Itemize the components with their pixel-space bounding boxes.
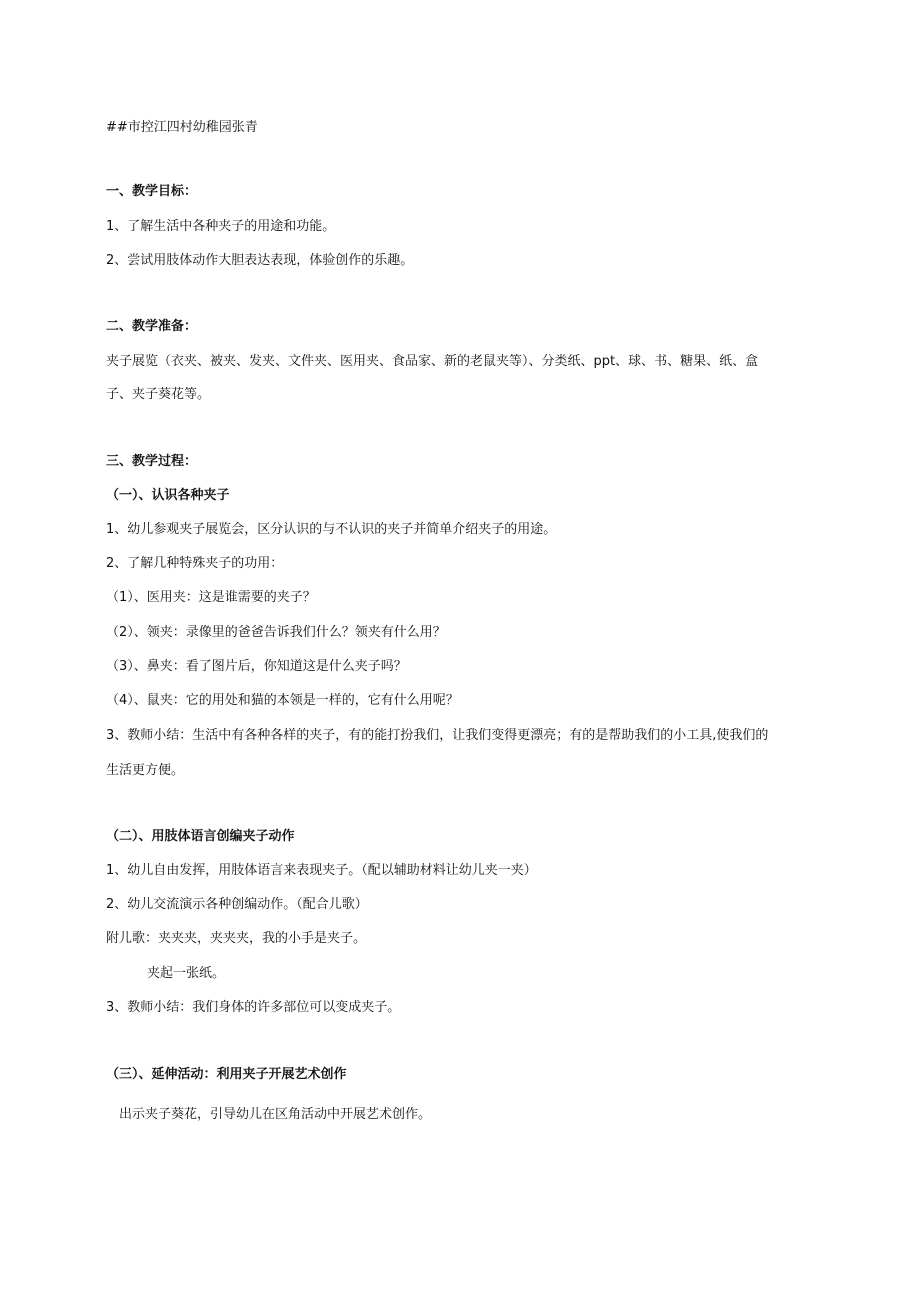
part2-item-4: 夹起一张纸。 bbox=[147, 966, 226, 981]
part3-heading: （三）、延伸活动：利用夹子开展艺术创作 bbox=[106, 1067, 347, 1082]
part1-item-3: （1）、医用夹：这是谁需要的夹子？ bbox=[106, 590, 316, 605]
section3-heading: 三、教学过程： bbox=[106, 454, 198, 469]
part1-item-5: （3）、鼻夹：看了图片后，你知道这是什么夹子吗？ bbox=[106, 659, 407, 674]
part1-item-6: （4）、鼠夹：它的用处和猫的本领是一样的，它有什么用呢？ bbox=[106, 693, 459, 708]
part2-heading: （二）、用肢体语言创编夹子动作 bbox=[106, 829, 295, 844]
part3-item-1: 出示夹子葵花，引导幼儿在区角活动中开展艺术创作。 bbox=[119, 1107, 432, 1122]
author-line: ##市控江四村幼稚园张青 bbox=[106, 120, 258, 135]
part1-item-4: （2）、领夹：录像里的爸爸告诉我们什么？领夹有什么用？ bbox=[106, 625, 446, 640]
part1-heading: （一）、认识各种夹子 bbox=[106, 488, 230, 503]
section2-heading: 二、教学准备： bbox=[106, 319, 198, 334]
section2-line-1: 夹子展览（衣夹、被夹、发夹、文件夹、医用夹、食品家、新的老鼠夹等）、分类纸、ppt、球、书、糖果、纸、盒 bbox=[106, 354, 759, 369]
section1-item-2: 2、尝试用肢体动作大胆表达表现，体验创作的乐趣。 bbox=[106, 253, 414, 268]
part2-item-3: 附儿歌：夹夹夹，夹夹夹，我的小手是夹子。 bbox=[106, 931, 367, 946]
part1-item-8: 生活更方便。 bbox=[106, 763, 185, 778]
section2-line-2: 子、夹子葵花等。 bbox=[106, 387, 211, 402]
section1-heading: 一、教学目标： bbox=[106, 184, 198, 199]
part2-item-1: 1、幼儿自由发挥，用肢体语言来表现夹子。（配以辅助材料让幼儿夹一夹） bbox=[106, 863, 537, 878]
part2-item-5: 3、教师小结：我们身体的许多部位可以变成夹子。 bbox=[106, 1000, 401, 1015]
part1-item-1: 1、幼儿参观夹子展览会，区分认识的与不认识的夹子并简单介绍夹子的用途。 bbox=[106, 522, 557, 537]
part1-item-7: 3、教师小结：生活中有各种各样的夹子，有的能打扮我们，让我们变得更漂亮；有的是帮助我们的小工具,使我们的 bbox=[106, 728, 769, 743]
section1-item-1: 1、了解生活中各种夹子的用途和功能。 bbox=[106, 219, 336, 234]
part2-item-2: 2、幼儿交流演示各种创编动作。（配合儿歌） bbox=[106, 897, 368, 912]
part1-item-2: 2、了解几种特殊夹子的功用： bbox=[106, 556, 284, 571]
